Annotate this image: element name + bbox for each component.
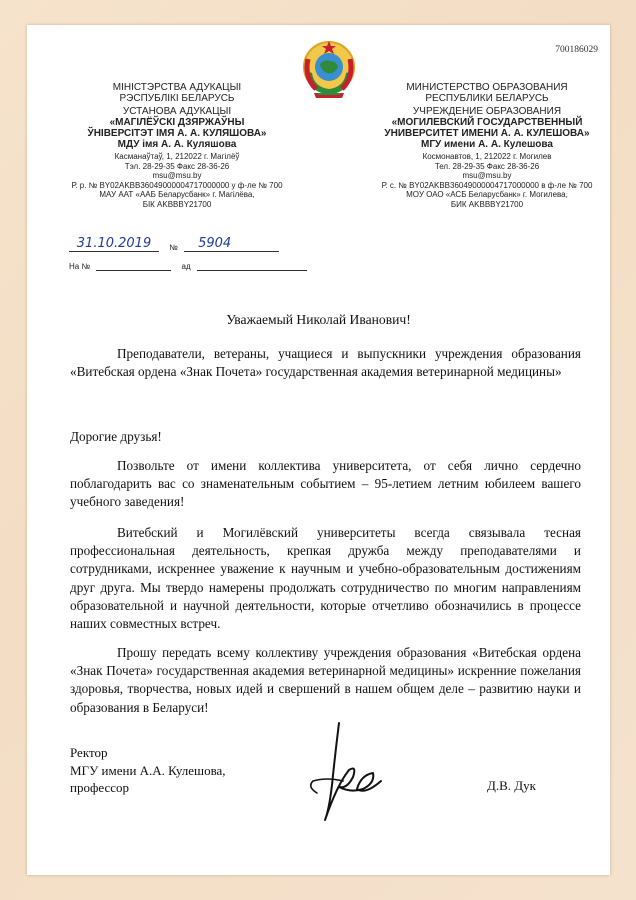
ministry-line-2: РЕСПУБЛИКИ БЕЛАРУСЬ <box>425 93 549 104</box>
header-belarusian <box>67 82 287 210</box>
from-blank <box>197 261 307 271</box>
bank-account: Р. р. № BY02AKBB36049000004717000000 у ф-ле № 700 <box>71 180 283 190</box>
letter-sheet <box>27 25 610 875</box>
bank-account: Р. с. № BY02AKBB36049000004717000000 в ф-ле № 700 <box>381 180 593 190</box>
state-emblem-icon <box>300 37 358 99</box>
signatory-rank: профессор <box>70 780 130 795</box>
ministry-line-2: РЭСПУБЛІКІ БЕЛАРУСЬ <box>119 93 235 104</box>
signatory-title: Ректор <box>70 745 108 760</box>
institution-name-1: «МАГІЛЁЎСКІ ДЗЯРЖАЎНЫ <box>109 117 245 128</box>
registration-line-1 <box>69 236 279 252</box>
ministry-line-1: МІНІСТЭРСТВА АДУКАЦЫІ <box>112 82 242 93</box>
handwritten-signature-icon <box>277 715 402 825</box>
signatory-block <box>70 744 226 797</box>
bank-name: МАУ ААТ «ААБ Беларусбанк» г. Магілёва, <box>99 190 255 200</box>
address: Космонавтов, 1, 212022 г. Могилев <box>422 152 552 161</box>
paragraph-congratulation: Позвольте от имени коллектива университета, от себя лично сердечно поблагодарить вас со знаменательным событием – 95-летием летним юбилеем вашего учебного заведения! <box>70 458 581 510</box>
registration-date: 31.10.2019 <box>76 236 152 251</box>
address: Касманаўтаў, 1, 212022 г. Магілёў <box>114 152 240 161</box>
signatory-organization: МГУ имени А.А. Кулешова, <box>70 762 226 778</box>
number-label: № <box>169 243 178 252</box>
signatory-name: Д.В. Дук <box>487 778 536 793</box>
registration-number: 5904 <box>198 236 232 251</box>
institution-short-name: МДУ імя А. А. Куляшова <box>117 139 237 150</box>
document-number: 700186029 <box>555 45 598 55</box>
paragraph-wishes: Прошу передать всему коллективу учреждения образования «Витебская ордена «Знак Почета» государственная академия ветеринарной медицины» искренние пожелания здоровья, творчества, новых идей и свершений в нашем общем деле – развитию науки и образования в Беларуси! <box>70 645 581 715</box>
phone-fax: Тел. 28-29-35 Факс 28-36-26 <box>434 161 540 171</box>
ministry-line-1: МИНИСТЕРСТВО ОБРАЗОВАНИЯ <box>406 82 568 93</box>
institution-type: УЧРЕЖДЕНИЕ ОБРАЗОВАНИЯ <box>412 106 562 117</box>
phone-fax: Тэл. 28-29-35 Факс 28-36-26 <box>124 161 230 171</box>
reference-label: На № <box>69 262 91 271</box>
email: msu@msu.by <box>462 171 512 181</box>
bank-bic: БІК AKBBBY21700 <box>142 199 212 209</box>
paragraph-cooperation: Витебский и Могилёвский университеты всегда связывала тесная профессиональная деятельность, крепкая дружба между преподавателями и сотрудниками, искреннее уважение к научным и учебно-образовательным достижениям друг друга. Мы твердо намерены продолжать сотрудничество по многим направлениям образовательной и научной деятельности, которые отчетливо обозначились в процессе наших совместных встреч. <box>70 525 581 632</box>
institution-name-1: «МОГИЛЕВСКИЙ ГОСУДАРСТВЕННЫЙ <box>391 117 583 128</box>
email: msu@msu.by <box>152 171 202 181</box>
bank-name: МОУ ОАО «АСБ Беларусбанк» г. Могилева, <box>406 190 568 200</box>
institution-name-2: ЎНІВЕРСІТЭТ ІМЯ А. А. КУЛЯШОВА» <box>87 128 267 139</box>
registration-line-2 <box>69 261 307 271</box>
institution-short-name: МГУ имени А. А. Кулешова <box>421 139 553 150</box>
header-russian <box>372 82 602 210</box>
salutation: Уважаемый Николай Иванович! <box>226 312 411 327</box>
bank-bic: БИК AKBBBY21700 <box>450 199 524 209</box>
reference-blank <box>96 261 171 271</box>
paragraph-greeting: Дорогие друзья! <box>70 429 162 444</box>
from-label: ад <box>181 262 191 271</box>
institution-type: УСТАНОВА АДУКАЦЫІ <box>122 106 232 117</box>
institution-name-2: УНИВЕРСИТЕТ ИМЕНИ А. А. КУЛЕШОВА» <box>384 128 590 139</box>
paragraph-addressees: Преподаватели, ветераны, учащиеся и выпускники учреждения образования «Витебская ордена «Знак Почета» государственная академия ветеринарной медицины» <box>70 346 581 380</box>
